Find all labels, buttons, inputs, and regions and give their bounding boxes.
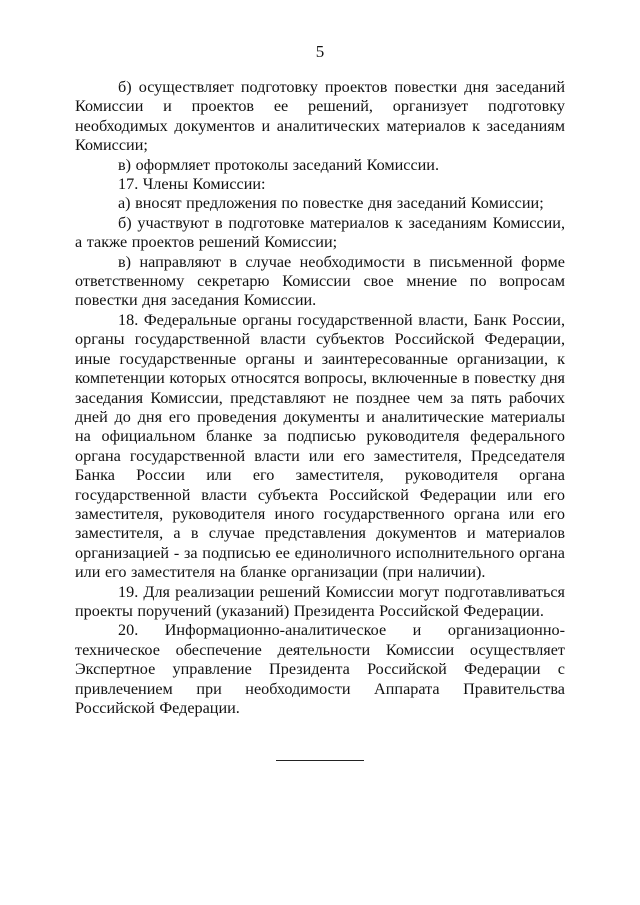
paragraph-17-item-a: а) вносят предложения по повестке дня заседаний Комиссии; (118, 194, 544, 213)
paragraph-20: 20. Информационно-аналитическое и организационно-техническое обеспечение деятельности Комиссии осуществляет Экспертное управление Президента Российской Федерации с привлечением при необходимости Аппарата Правительства Российской Федерации. (75, 621, 565, 717)
paragraph-17-item-v: в) направляют в случае необходимости в письменной форме ответственному секретарю Комиссии свое мнение по вопросам повестки дня заседания Комиссии. (75, 252, 565, 310)
paragraph-19: 19. Для реализации решений Комиссии могут подготавливаться проекты поручений (указаний) Президента Российской Федерации. (75, 582, 565, 620)
paragraph-18: 18. Федеральные органы государственной власти, Банк России, органы государственной власти субъектов Российской Федерации, иные государственные органы и заинтересованные организации, к компетенции которых относятся вопросы, включенные в повестку дня заседания Комиссии, представляют не позднее чем за пять рабочих дней до дня его проведения документы и аналитические материалы на официальном бланке за подписью руководителя федерального органа государственной власти или его заместителя, Председателя Банка России или его заместителя, руководителя органа государственной власти субъекта Российской Федерации или его заместителя, руководителя иного государственного органа или его заместителя, а в случае представления документов и материалов организацией - за подписью ее единоличного исполнительного органа или его заместителя на бланке организации (при наличии). (75, 310, 565, 582)
page-number: 5 (315, 42, 325, 61)
document-body (75, 78, 565, 718)
closing-rule (276, 760, 364, 761)
paragraph-17-heading: 17. Члены Комиссии: (118, 175, 266, 194)
paragraph-item-v-protocols: в) оформляет протоколы заседаний Комиссии. (118, 155, 440, 174)
paragraph-17-item-b: б) участвуют в подготовке материалов к заседаниям Комиссии, а также проектов решений Комиссии; (75, 213, 565, 252)
paragraph-item-b-preparation: б) осуществляет подготовку проектов повестки дня заседаний Комиссии и проектов ее решений, организует подготовку необходимых документов и аналитических материалов к заседаниям Комиссии; (75, 78, 565, 155)
